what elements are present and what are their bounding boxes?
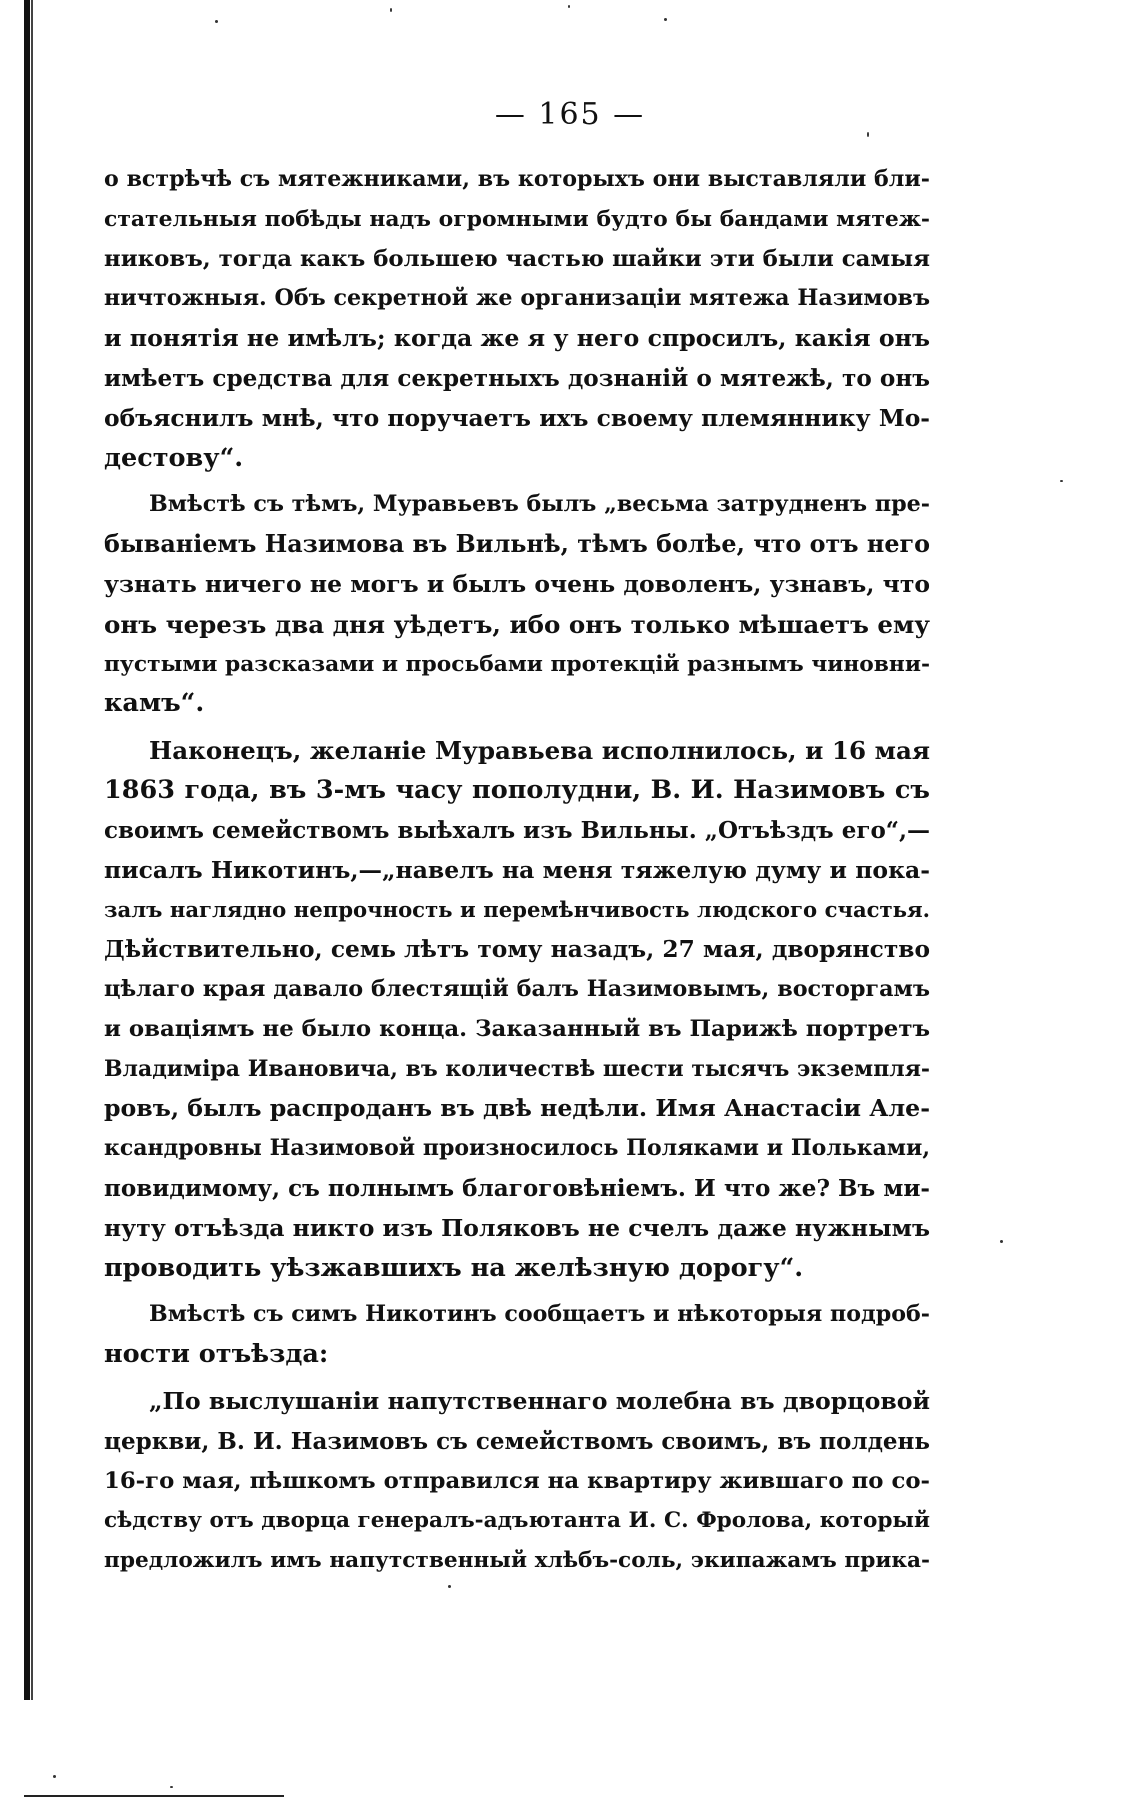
text-line: 1863 года, въ 3-мъ часу пополудни, В. И. Назимовъ съ [104,774,930,805]
text-line: узнать ничего не могъ и былъ очень доволенъ, узнавъ, что [104,569,930,598]
paragraph [104,1382,930,1581]
text-line: быванiемъ Назимова въ Вильнѣ, тѣмъ болѣе, что отъ него [104,530,930,559]
text-line: церкви, В. И. Назимовъ съ семействомъ своимъ, въ полдень [104,1427,930,1455]
text-line: и оваціямъ не было конца. Заказанный въ Парижѣ портретъ [104,1015,930,1042]
text-line: „По выслушаніи напутственнаго молебна въ дворцовой [149,1386,930,1415]
scan-speck [448,1585,451,1588]
text-line: Вмѣстѣ съ симъ Никотинъ сообщаетъ и нѣкоторыя подроб- [149,1301,930,1328]
text-line: онъ черезъ два дня уѣдетъ, ибо онъ только мѣшаетъ ему [104,609,930,639]
text-line: ности отъѣзда: [104,1339,329,1370]
scan-speck [170,1786,173,1788]
text-line: ксандровны Назимовой произносилось Поляками и Польками, [104,1135,930,1162]
scan-speck [867,132,869,137]
text-line: пустыми разсказами и просьбами протекцій разнымъ чиновни- [104,651,930,677]
page-number: — 165 — [494,97,646,132]
text-line: объяснилъ мнѣ, что поручаетъ ихъ своему племяннику Мо- [104,403,930,432]
page-binding-shadow [24,0,30,1700]
text-line: о встрѣчѣ съ мятежниками, въ которыхъ они выставляли бли- [104,166,930,192]
body-text [104,160,930,1581]
text-line: цѣлаго края давало блестящій балъ Назимовымъ, восторгамъ [104,975,930,1002]
text-line: залъ наглядно непрочность и перемѣнчивость людского счастья. [104,897,930,923]
text-line: повидимому, съ полнымъ благоговѣніемъ. И что же? Въ ми- [104,1174,930,1202]
paragraph [104,731,930,1288]
scan-speck [1000,1240,1003,1243]
text-line: дестову“. [104,442,244,473]
scan-speck [1060,480,1063,482]
text-line: ничтожныя. Объ секретной же организаціи мятежа Назимовъ [104,285,930,312]
text-line: Вмѣстѣ съ тѣмъ, Муравьевъ былъ „весьма затрудненъ пре- [149,491,930,518]
text-line: предложилъ имъ напутственный хлѣбъ-соль, экипажамъ прика- [104,1548,930,1574]
text-line: ровъ, былъ распроданъ въ двѣ недѣли. Имя Анастасіи Але- [104,1094,930,1123]
text-line: имѣетъ средства для секретныхъ дознаній о мятежѣ, то онъ [104,364,930,392]
text-line: нуту отъѣзда никто изъ Поляковъ не счелъ даже нужнымъ [104,1213,930,1242]
text-line: Владиміра Ивановича, въ количествѣ шести тысячъ экземпля- [104,1055,930,1082]
text-line: сѣдству отъ дворца генералъ-адъютанта И. С. Фролова, который [104,1508,930,1534]
paragraph [104,485,930,724]
scan-speck [390,8,392,12]
text-line: 16-го мая, пѣшкомъ отправился на квартиру жившаго по со- [104,1467,930,1494]
text-line: стательныя побѣды надъ огромными будто бы бандами мятеж- [104,205,930,232]
text-line: Наконецъ, желаніе Муравьева исполнилось, и 16 мая [149,736,930,766]
text-line: и понятія не имѣлъ; когда же я у него спросилъ, какія онъ [104,324,930,353]
page-bottom-edge [24,1795,284,1797]
scan-speck [568,5,570,8]
text-line: своимъ семействомъ выѣхалъ изъ Вильны. „Отъѣздъ его“,— [104,816,930,844]
scan-speck [53,1775,56,1778]
scan-speck [215,20,218,23]
scan-speck [664,18,667,21]
text-line: писалъ Никотинъ,—„навелъ на меня тяжелую думу и пока- [104,855,930,884]
text-line: никовъ, тогда какъ большею частью шайки эти были самыя [104,245,930,272]
text-line: камъ“. [104,688,205,719]
page-binding-shadow-inner [31,0,33,1700]
text-line: Дѣйствительно, семь лѣтъ тому назадъ, 27 мая, дворянство [104,936,930,964]
paragraph [104,1295,930,1375]
paragraph [104,160,930,478]
text-line: проводить уѣзжавшихъ на желѣзную дорогу“. [104,1252,804,1283]
